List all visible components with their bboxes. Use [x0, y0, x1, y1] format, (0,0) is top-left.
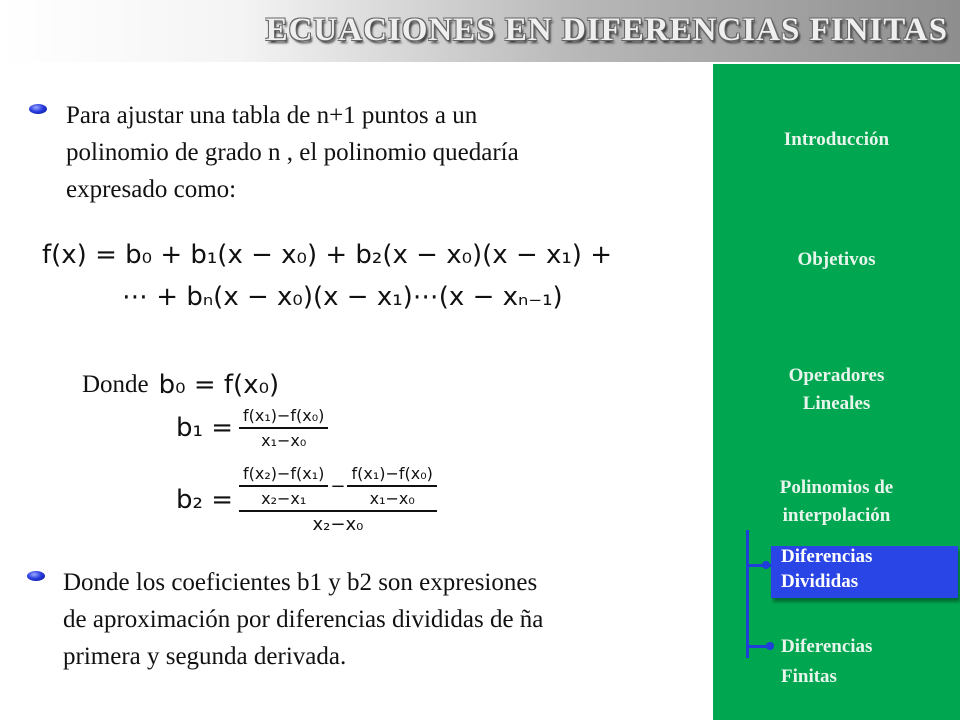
nav-item-label: Operadores — [788, 365, 885, 386]
nav-item-label: interpolación — [782, 505, 891, 526]
b1-denominator: x₁−x₀ — [261, 431, 307, 450]
bullet-icon — [29, 104, 47, 114]
b2-fraction — [239, 464, 437, 535]
b2-denominator: x₂−x₀ — [312, 514, 364, 535]
nav-item-introduccion[interactable] — [713, 126, 960, 154]
coefficients-block — [82, 366, 279, 404]
b2-nb-denominator: x₁−x₀ — [369, 489, 415, 508]
nav-item-polinomios-interpolacion[interactable] — [713, 474, 960, 530]
b2-na-denominator: x₂−x₁ — [261, 489, 307, 508]
b2-nb-numerator: f(x₁)−f(x₀) — [351, 464, 433, 483]
b2-numerator-first — [239, 464, 328, 508]
b2-numerator — [239, 464, 437, 508]
header-bar — [0, 0, 960, 62]
nav-subitem-label: Diferencias — [781, 546, 873, 567]
text-line: expresado como: — [66, 176, 237, 203]
text-line: de aproximación por diferencias divididas de ña — [63, 606, 544, 633]
tree-node-dot — [762, 561, 770, 569]
polynomial-equation-line1: f(x) = b₀ + b₁(x − x₀) + b₂(x − x₀)(x − x₁) + — [42, 240, 612, 270]
donde-label: Donde — [82, 371, 149, 398]
fraction-bar — [239, 510, 437, 512]
nav-item-objetivos[interactable] — [713, 246, 960, 274]
b1-lhs: b₁ = — [176, 413, 233, 443]
nav-item-label: Polinomios de — [779, 477, 894, 498]
slide-title: ECUACIONES EN DIFERENCIAS FINITAS — [265, 12, 948, 48]
nav-item-operadores-lineales[interactable] — [713, 362, 960, 418]
text-line: polinomio de grado n , el polinomio quedaría — [66, 139, 519, 166]
nav-subitem-label: Divididas — [781, 571, 859, 592]
fraction-bar — [347, 485, 436, 487]
bullet-icon — [27, 571, 45, 581]
fraction-bar — [239, 485, 328, 487]
polynomial-equation-line2: ⋯ + bₙ(x − x₀)(x − x₁)⋯(x − xₙ₋₁) — [122, 282, 563, 312]
conclusion-paragraph — [63, 564, 543, 675]
fraction-bar — [239, 427, 328, 429]
text-line: Para ajustar una tabla de n+1 puntos a un — [66, 102, 478, 129]
b0-formula: b₀ = f(x₀) — [158, 370, 280, 400]
b2-lhs: b₂ = — [176, 484, 233, 515]
text-line: primera y segunda derivada. — [63, 643, 347, 670]
nav-item-label: Lineales — [802, 393, 871, 414]
minus-sign: − — [330, 475, 346, 497]
b1-formula — [176, 406, 328, 450]
intro-paragraph — [66, 97, 519, 208]
tree-node-dot — [766, 642, 774, 650]
tree-connector-line — [746, 530, 749, 658]
nav-subitem-diferencias-divididas[interactable] — [781, 544, 872, 594]
nav-subitem-diferencias-finitas[interactable] — [781, 632, 872, 692]
nav-item-label: Objetivos — [797, 249, 876, 270]
navigation-sidebar — [713, 64, 960, 720]
b2-numerator-second — [347, 464, 436, 508]
b2-na-numerator: f(x₂)−f(x₁) — [242, 464, 325, 483]
b1-fraction — [239, 406, 328, 450]
text-line: Donde los coeficientes b1 y b2 son expresiones — [63, 569, 538, 596]
nav-subitem-label: Finitas — [781, 666, 837, 687]
b1-numerator: f(x₁)−f(x₀) — [242, 406, 325, 425]
nav-item-label: Introducción — [783, 129, 890, 150]
nav-subitem-label: Diferencias — [781, 636, 873, 657]
b2-formula — [176, 464, 437, 535]
